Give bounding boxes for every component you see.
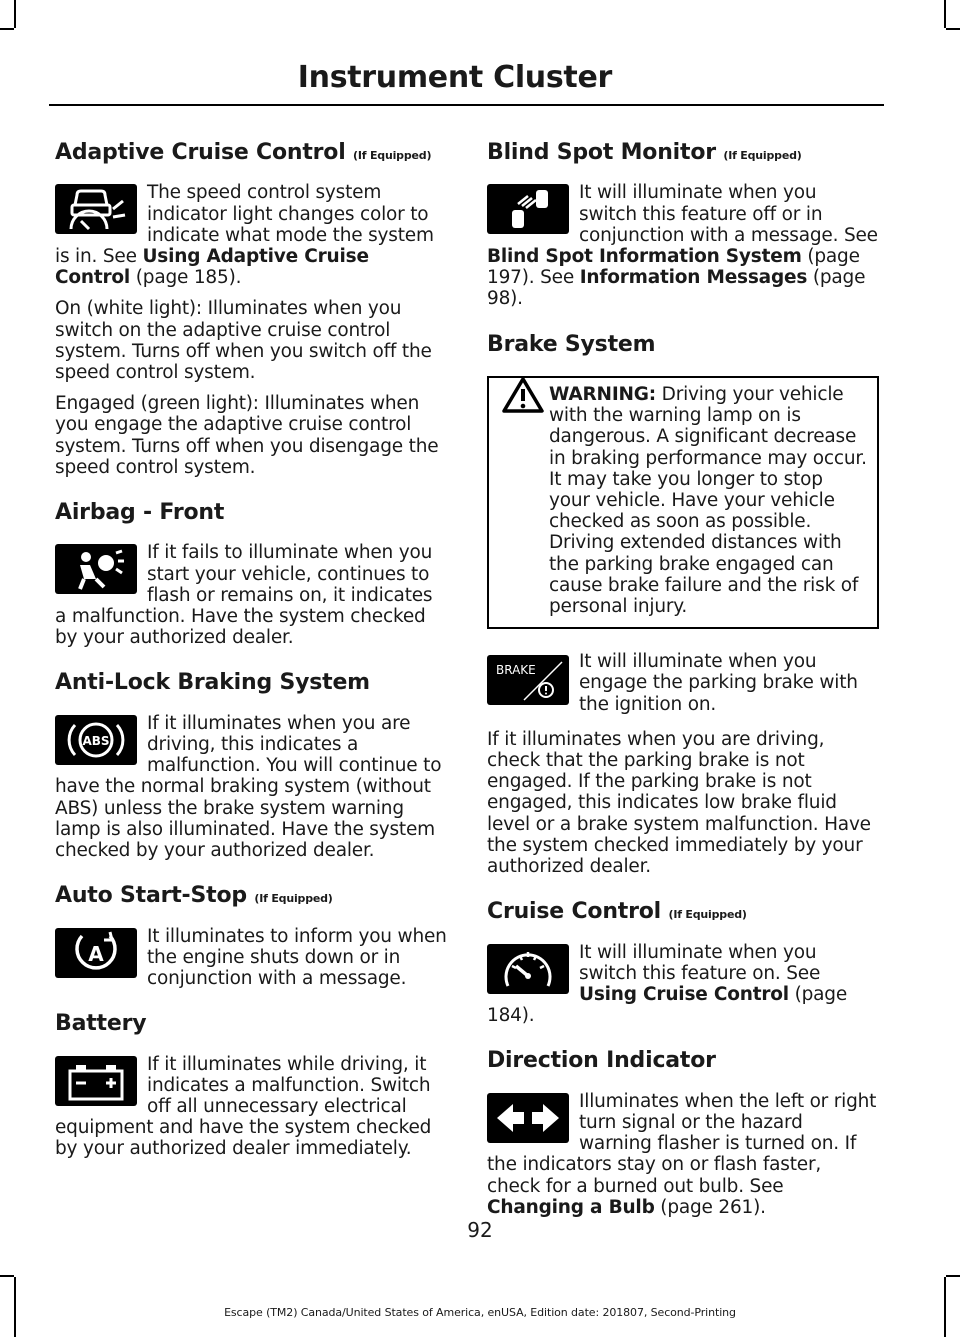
battery-icon [55,1056,137,1106]
section-anti-lock-braking [55,670,447,861]
paragraph: It illuminates to inform you when the engine shuts down or in conjunction with a message. [147,925,447,990]
section-heading: Airbag - Front [55,500,225,526]
cross-reference-link[interactable]: Using Cruise Control [579,984,789,1006]
paragraph: It will illuminate when you engage the parking brake with the ignition on. [579,651,858,715]
auto-start-stop-icon [55,928,137,978]
if-equipped-label: (If Equipped) [254,892,333,906]
paragraph: Engaged (green light): Illuminates when you engage the adaptive cruise control system. Turns off when you disengage the speed control system. [55,393,439,478]
section-heading: Adaptive Cruise Control (If Equipped) [55,140,432,165]
section-brake-system [487,332,879,878]
cross-reference-link[interactable]: Blind Spot Information System [487,246,802,267]
cross-reference-link[interactable]: Using Adaptive Cruise Control [55,246,369,289]
blind-spot-icon [487,184,569,234]
if-equipped-label: (If Equipped) [723,149,802,162]
section-heading: Auto Start-Stop (If Equipped) [55,883,333,909]
auto-start-stop-icon-label: A [88,941,104,966]
paragraph: If it illuminates while driving, it indicates a malfunction. Switch off all unnecessary electrical equipment and have the system checked by your authorized dealer immediately. [55,1053,432,1160]
cruise-control-icon [487,944,569,994]
crop-mark [946,28,960,30]
brake-warning-icon [487,655,569,705]
section-cruise-control [487,899,879,1026]
left-column [55,140,447,1182]
paragraph: If it illuminates when you are driving, this indicates a malfunction. You will continue to have the normal braking system (without ABS) unless the brake system warning lamp is also illuminated. Have the system checked by your authorized dealer. [55,712,442,862]
paragraph: If it fails to illuminate when you start your vehicle, continues to flash or remains on, it indicates a malfunction. Have the system checked by your authorized dealer. [55,542,433,649]
right-column [487,140,879,1240]
paragraph: Illuminates when the left or right turn signal or the hazard warning flasher is turned on. If the indicators stay on or flash faster, check for a burned out bulb. See Changing a Bulb (page 261). [487,1090,877,1218]
page-number: 92 [467,1218,493,1242]
paragraph: If it illuminates when you are driving, check that the parking brake is not engaged. If the parking brake is not engaged, this indicates low brake fluid level or a brake system malfunction. Have the system checked immediately by your authorized dealer. [487,728,871,878]
crop-mark [14,0,16,28]
section-heading: Blind Spot Monitor (If Equipped) [487,140,802,165]
section-heading: Anti-Lock Braking System [55,670,370,696]
section-auto-start-stop [55,883,447,989]
warning-label: WARNING: [549,384,656,405]
crop-mark [944,0,946,28]
brake-icon-label: BRAKE [496,663,536,678]
cross-reference-link[interactable]: Information Messages [579,267,808,289]
adaptive-cruise-icon [55,184,137,234]
section-blind-spot-monitor [487,140,879,310]
paragraph: The speed control system indicator light changes color to indicate what mode the system is in. See Using Adaptive Cruise Control (page 185). [55,182,434,289]
section-heading: Cruise Control (If Equipped) [487,899,747,925]
section-heading: Brake System [487,331,656,357]
page-title: Instrument Cluster [297,60,612,95]
warning-box [487,376,879,629]
section-battery [55,1011,447,1159]
abs-icon [55,715,137,765]
warning-text: WARNING: Driving your vehicle with the warning lamp on is dangerous. A significant decrease in braking performance may occur. It may take you longer to stop your vehicle. Have your vehicle checked as soon as possible. Driving extended distances with the parking brake engaged can cause brake failure and the risk of personal injury. [499,384,869,617]
section-direction-indicator [487,1048,879,1218]
section-airbag-front [55,500,447,648]
paragraph: It will illuminate when you switch this feature on. See Using Cruise Control (page 184). [487,941,848,1027]
section-adaptive-cruise-control [55,140,447,478]
header-divider [49,104,884,106]
footer-edition-info: Escape (TM2) Canada/United States of America, enUSA, Edition date: 201807, Second-Printing [224,1306,736,1319]
paragraph: It will illuminate when you switch this feature off or in conjunction with a message. See Blind Spot Information System (page 197). See Information Messages (page 98). [487,182,878,310]
crop-mark [0,28,14,30]
abs-icon-label: ABS [82,733,110,748]
crop-mark [946,1275,960,1277]
section-heading: Battery [55,1011,147,1037]
section-heading: Direction Indicator [487,1048,716,1074]
cross-reference-link[interactable]: Changing a Bulb [487,1196,655,1218]
paragraph: On (white light): Illuminates when you switch on the adaptive cruise control system. Turns off when you switch off the speed control system. [55,298,432,384]
warning-triangle-icon [501,376,545,414]
airbag-icon [55,544,137,594]
crop-mark [0,1275,14,1277]
if-equipped-label: (If Equipped) [353,149,432,162]
turn-signal-arrows-icon [487,1093,569,1143]
if-equipped-label: (If Equipped) [668,908,747,922]
